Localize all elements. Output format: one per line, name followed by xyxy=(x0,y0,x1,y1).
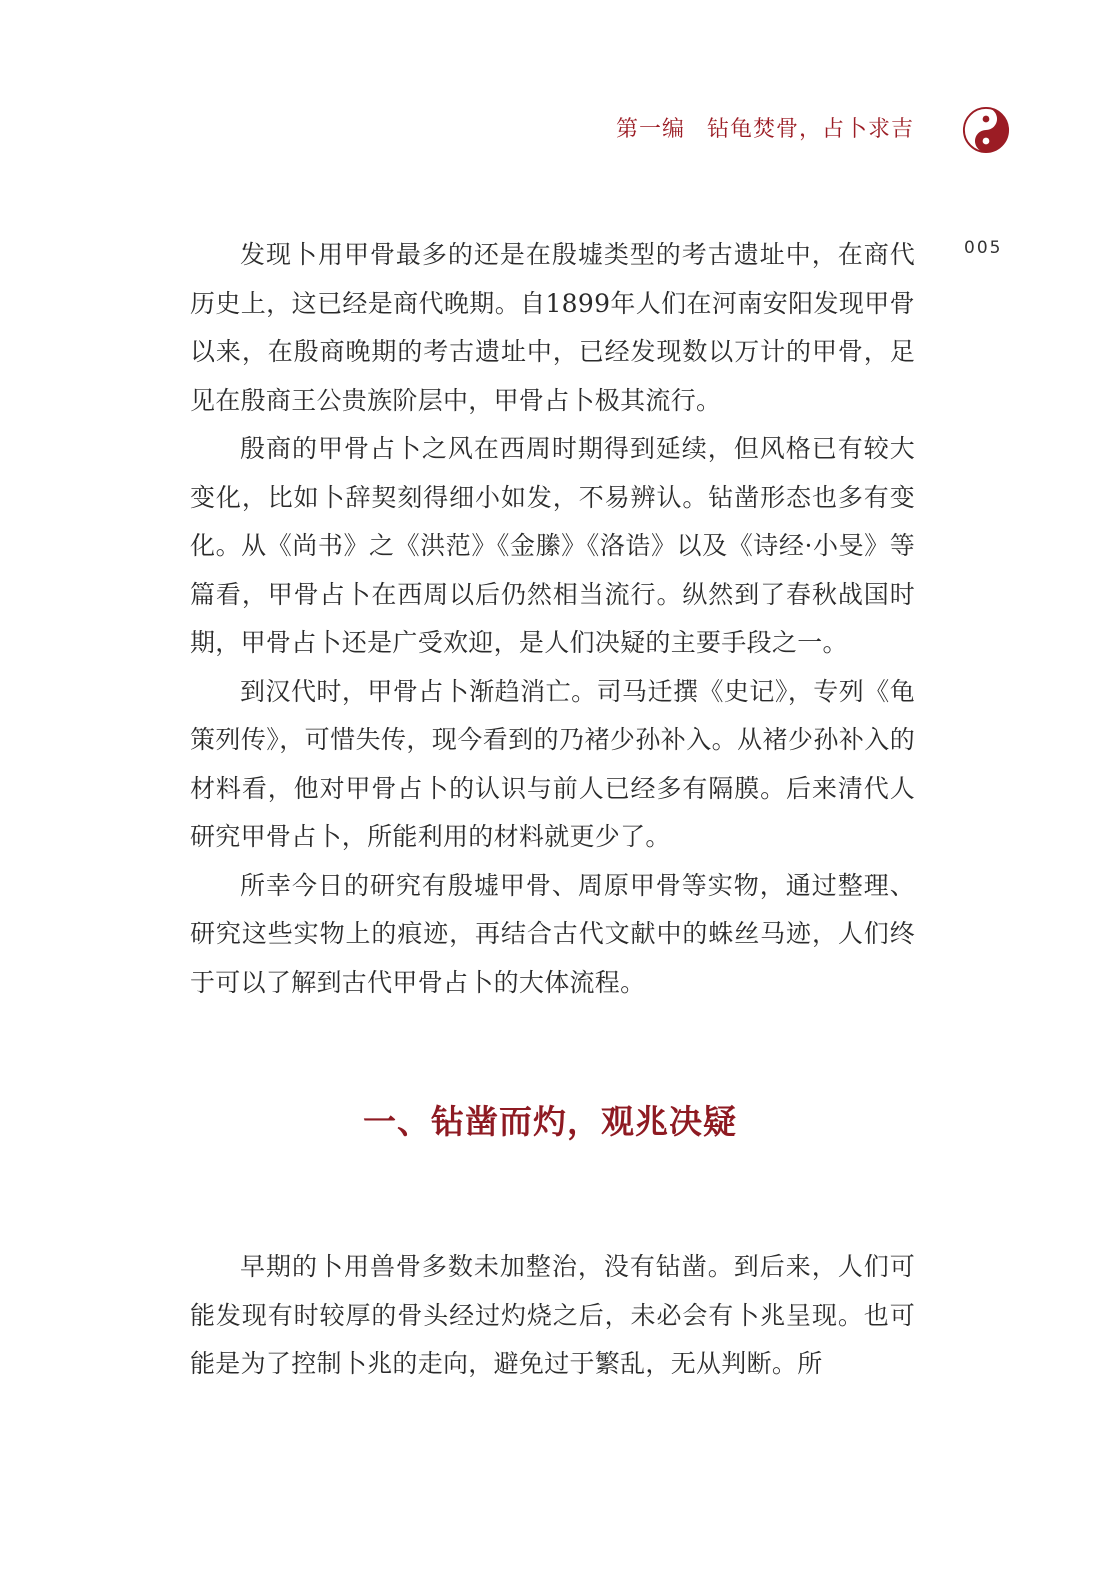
running-header-part: 第一编 xyxy=(615,117,685,142)
paragraph: 殷商的甲骨占卜之风在西周时期得到延续，但风格已有较大变化，比如卜辞契刻得细小如发，不易辨认。钻凿形态也多有变化。从《尚书》之《洪范》《金縢》《洛诰》以及《诗经·小旻》等篇看，甲骨占卜在西周以后仍然相当流行。纵然到了春秋战国时期，甲骨占卜还是广受欢迎，是人们决疑的主要手段之一。 xyxy=(190,434,915,657)
paragraph: 所幸今日的研究有殷墟甲骨、周原甲骨等实物，通过整理、研究这些实物上的痕迹，再结合古代文献中的蛛丝马迹，人们终于可以了解到古代甲骨占卜的大体流程。 xyxy=(190,870,915,997)
section-heading: 一、钻凿而灼，观兆决疑 xyxy=(363,1102,737,1141)
body-text-bottom xyxy=(190,1243,915,1389)
body-text-top xyxy=(190,231,915,1007)
paragraph: 到汉代时，甲骨占卜渐趋消亡。司马迁撰《史记》，专列《龟策列传》，可惜失传，现今看到的乃褚少孙补入。从褚少孙补入的材料看，他对甲骨占卜的认识与前人已经多有隔膜。后来清代人研究甲骨占卜，所能利用的材料就更少了。 xyxy=(190,676,915,851)
paragraph: 发现卜用甲骨最多的还是在殷墟类型的考古遗址中，在商代历史上，这已经是商代晚期。自1899年人们在河南安阳发现甲骨以来，在殷商晚期的考古遗址中，已经发现数以万计的甲骨，足见在殷商王公贵族阶层中，甲骨占卜极其流行。 xyxy=(190,240,915,415)
running-header xyxy=(616,112,914,143)
page-number: 005 xyxy=(964,238,1003,258)
taiji-icon xyxy=(962,106,1010,154)
paragraph: 早期的卜用兽骨多数未加整治，没有钻凿。到后来，人们可能发现有时较厚的骨头经过灼烧之后，未必会有卜兆呈现。也可能是为了控制卜兆的走向，避免过于繁乱，无从判断。所 xyxy=(190,1252,915,1378)
running-header-title: 钻龟焚骨，占卜求吉 xyxy=(706,117,914,142)
